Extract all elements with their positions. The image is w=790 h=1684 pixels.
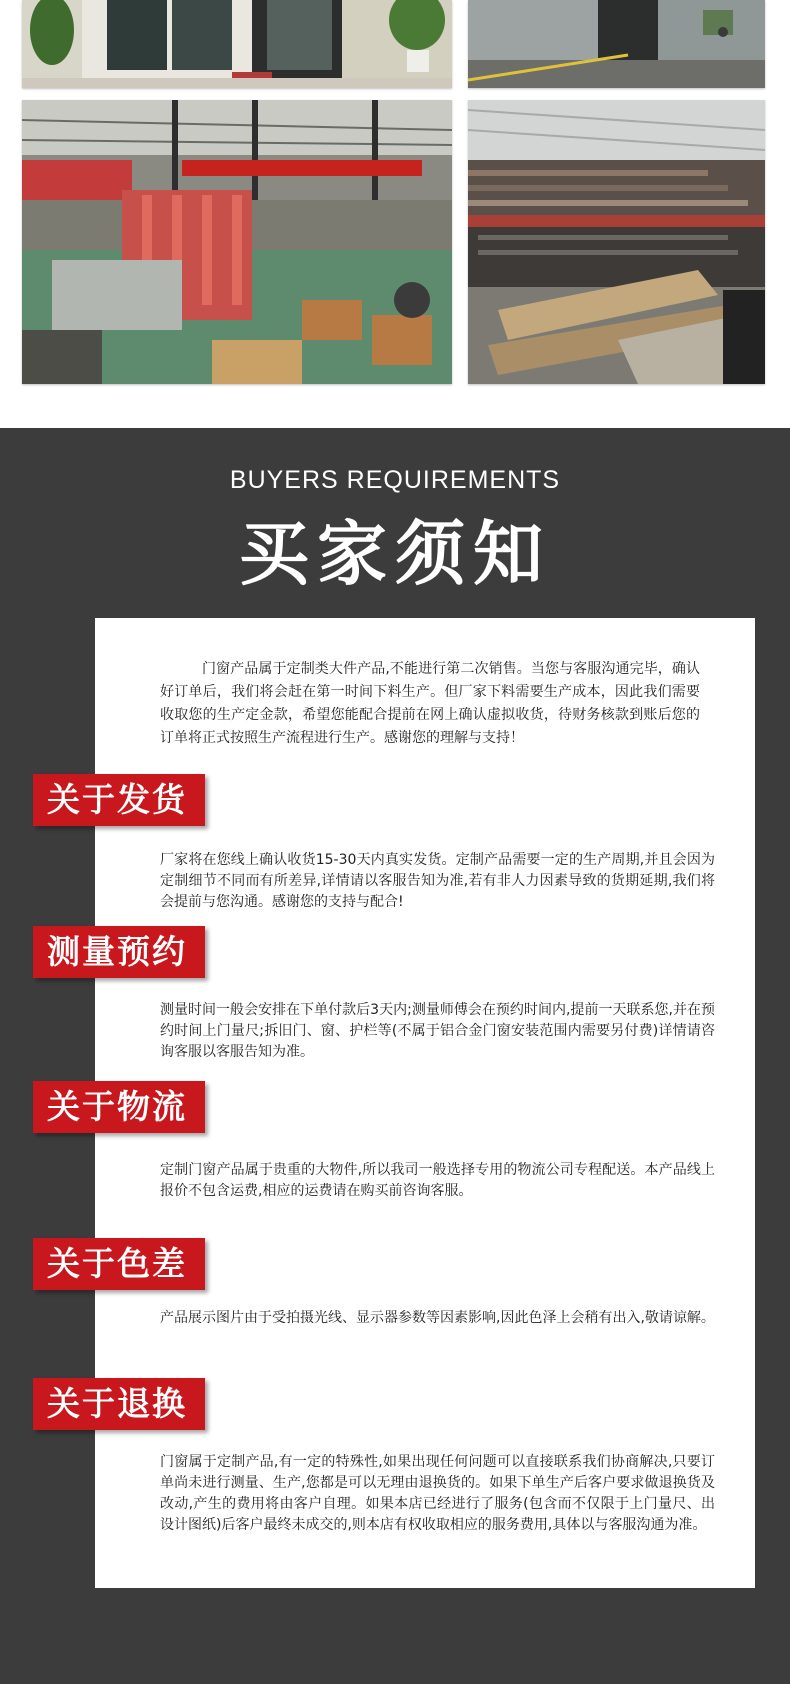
notice-intro-text: 门窗产品属于定制类大件产品,不能进行第二次销售。当您与客服沟通完毕，确认好订单后，我们将会赶在第一时间下料生产。但厂家下料需要生产成本，因此我们需要收取您的生产定金款，希望您能配合提前在网上确认虚拟收货，待财务核款到账后您的订单将正式按照生产流程进行生产。感谢您的理解与支持！ — [160, 661, 700, 746]
notice-title: 买家须知 — [239, 513, 551, 595]
section-label-logistics: 关于物流 — [33, 1081, 205, 1133]
photo-aluminium-storage — [468, 100, 765, 384]
section-label-returns: 关于退换 — [33, 1378, 205, 1430]
factory-photo-grid — [0, 0, 790, 428]
photo-warehouse-entrance — [468, 0, 765, 88]
notice-subtitle: BUYERS REQUIREMENTS — [229, 466, 561, 494]
photo-showroom-entrance — [22, 0, 452, 88]
section-body-returns: 门窗属于定制产品,有一定的特殊性,如果出现任何问题可以直接联系我们协商解决,只要订单尚未进行测量、生产,您都是可以无理由退换货的。如果下单生产后客户要求做退换货及改动,产生的费用将由客户自理。如果本店已经进行了服务(包含而不仅限于上门量尺、出设计图纸)后客户最终未成交的,则本店有权收取相应的服务费用,具体以与客服沟通为准。 — [160, 1454, 715, 1533]
section-body-logistics: 定制门窗产品属于贵重的大物件,所以我司一般选择专用的物流公司专程配送。本产品线上报价不包含运费,相应的运费请在购买前咨询客服。 — [160, 1162, 715, 1199]
section-label-shipping: 关于发货 — [33, 774, 205, 826]
notice-card — [47, 618, 755, 1588]
section-label-measurement: 测量预约 — [33, 926, 205, 978]
buyer-notice-section — [0, 428, 790, 1684]
section-body-shipping: 厂家将在您线上确认收货15-30天内真实发货。定制产品需要一定的生产周期,并且会因为定制细节不同而有所差异,详情请以客服告知为准,若有非人力因素导致的货期延期,我们将会提前与您沟通。感谢您的支持与配合! — [160, 852, 715, 910]
photo-production-workshop — [22, 100, 452, 384]
section-body-measurement: 测量时间一般会安排在下单付款后3天内;测量师傅会在预约时间内,提前一天联系您,并在预约时间上门量尺;拆旧门、窗、护栏等(不属于铝合金门窗安装范围内需要另付费)详情请咨询客服以客服告知为准。 — [160, 1002, 715, 1060]
section-body-color-difference: 产品展示图片由于受拍摄光线、显示器参数等因素影响,因此色泽上会稍有出入,敬请谅解。 — [160, 1310, 715, 1326]
section-label-color-difference: 关于色差 — [33, 1238, 205, 1290]
